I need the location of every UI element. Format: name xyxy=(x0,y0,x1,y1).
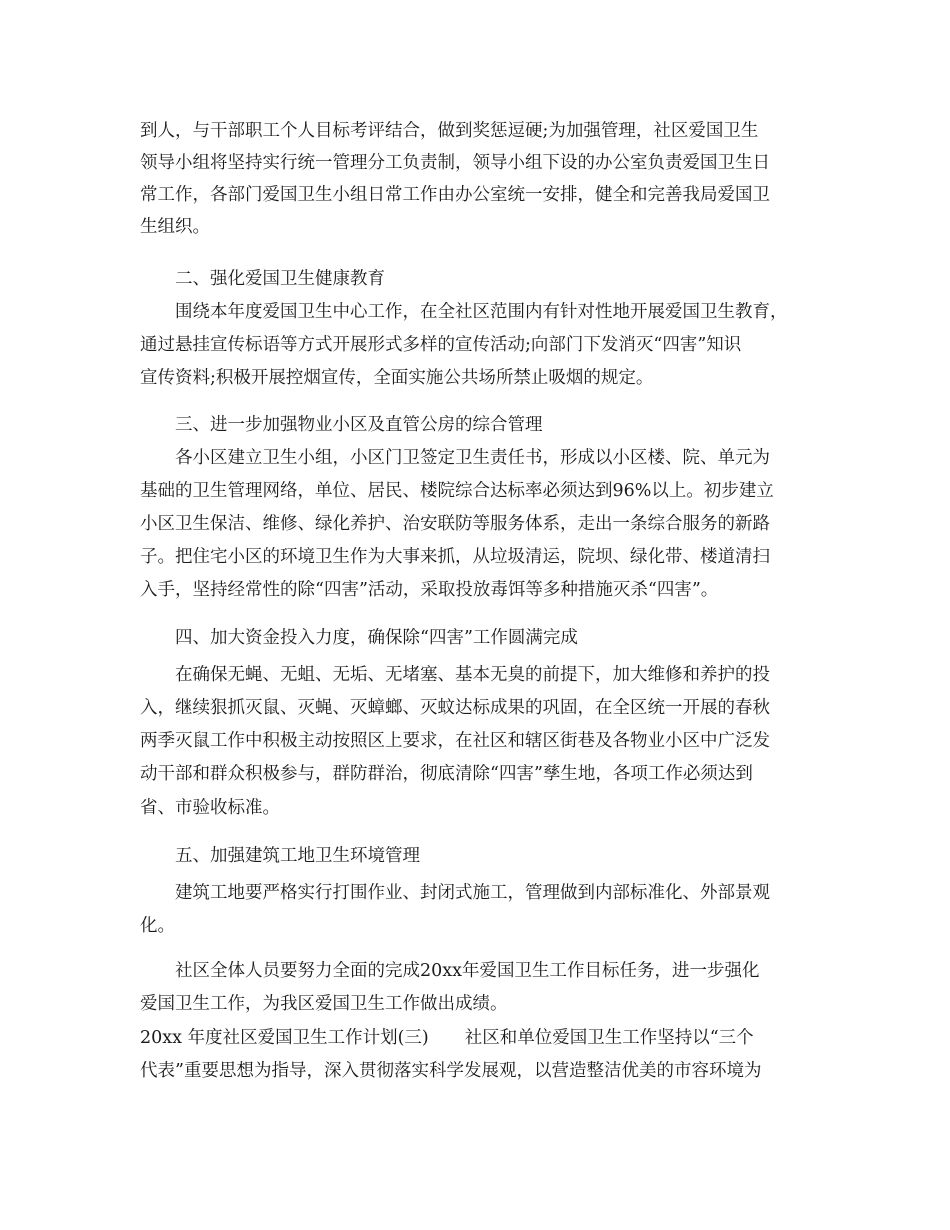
text-line: 宣传资料;积极开展控烟宣传，全面实施公共场所禁止吸烟的规定。 xyxy=(140,368,654,388)
text-line: 到人，与干部职工个人目标考评结合，做到奖惩逗硬;为加强管理，社区爱国卫生 xyxy=(140,121,759,141)
text-line: 化。 xyxy=(140,916,175,936)
text-line: 入，继续狠抓灭鼠、灭蝇、灭蟑螂、灭蚊达标成果的巩固，在全区统一开展的春秋 xyxy=(140,698,770,718)
text-line: 建筑工地要严格实行打围作业、封闭式施工，管理做到内部标准化、外部景观 xyxy=(175,883,770,903)
text-line: 社区全体人员要努力全面的完成20xx年爱国卫生工作目标任务，进一步强化 xyxy=(175,961,760,981)
text-line: 围绕本年度爱国卫生中心工作，在全社区范围内有针对性地开展爱国卫生教育， xyxy=(175,302,788,322)
text-line: 动干部和群众积极参与，群防群治，彻底清除“四害”孳生地，各项工作必须达到 xyxy=(140,764,753,784)
text-line: 小区卫生保洁、维修、绿化养护、治安联防等服务体系，走出一条综合服务的新路 xyxy=(140,514,770,534)
text-line: 子。把住宅小区的环境卫生作为大事来抓，从垃圾清运，院坝、绿化带、楼道清扫 xyxy=(140,547,770,567)
text-fragment: 社区和单位爱国卫生工作坚持以“三个 xyxy=(464,1028,754,1048)
section-heading: 五、加强建筑工地卫生环境管理 xyxy=(175,846,420,866)
text-line: 爱国卫生工作，为我区爱国卫生工作做出成绩。 xyxy=(140,994,508,1014)
text-line: 基础的卫生管理网络，单位、居民、楼院综合达标率必须达到96%以上。初步建立 xyxy=(140,481,774,501)
section-heading: 四、加大资金投入力度，确保除“四害”工作圆满完成 xyxy=(175,628,578,648)
text-line: 省、市验收标准。 xyxy=(140,798,280,818)
text-line xyxy=(140,1025,830,1051)
text-line: 常工作，各部门爱国卫生小组日常工作由办公室统一安排，健全和完善我局爱国卫 xyxy=(140,185,770,205)
text-line: 各小区建立卫生小组，小区门卫签定卫生责任书，形成以小区楼、院、单元为 xyxy=(175,448,770,468)
text-line: 生组织。 xyxy=(140,217,210,237)
text-line: 入手，坚持经常性的除“四害”活动，采取投放毒饵等多种措施灭杀“四害”。 xyxy=(140,580,719,600)
text-line: 代表”重要思想为指导，深入贯彻落实科学发展观，以营造整洁优美的市容环境为 xyxy=(140,1061,762,1081)
plan-title: 20xx 年度社区爱国卫生工作计划(三) xyxy=(140,1028,429,1048)
text-line: 通过悬挂宣传标语等方式开展形式多样的宣传活动;向部门下发消灭“四害”知识 xyxy=(140,335,742,355)
text-line: 领导小组将坚持实行统一管理分工负责制，领导小组下设的办公室负责爱国卫生日 xyxy=(140,153,770,173)
text-line: 在确保无蝇、无蛆、无垢、无堵塞、基本无臭的前提下，加大维修和养护的投 xyxy=(175,665,770,685)
section-heading: 三、进一步加强物业小区及直管公房的综合管理 xyxy=(175,415,543,435)
section-heading: 二、强化爱国卫生健康教育 xyxy=(175,269,385,289)
text-line: 两季灭鼠工作中积极主动按照区上要求，在社区和辖区街巷及各物业小区中广泛发 xyxy=(140,731,770,751)
